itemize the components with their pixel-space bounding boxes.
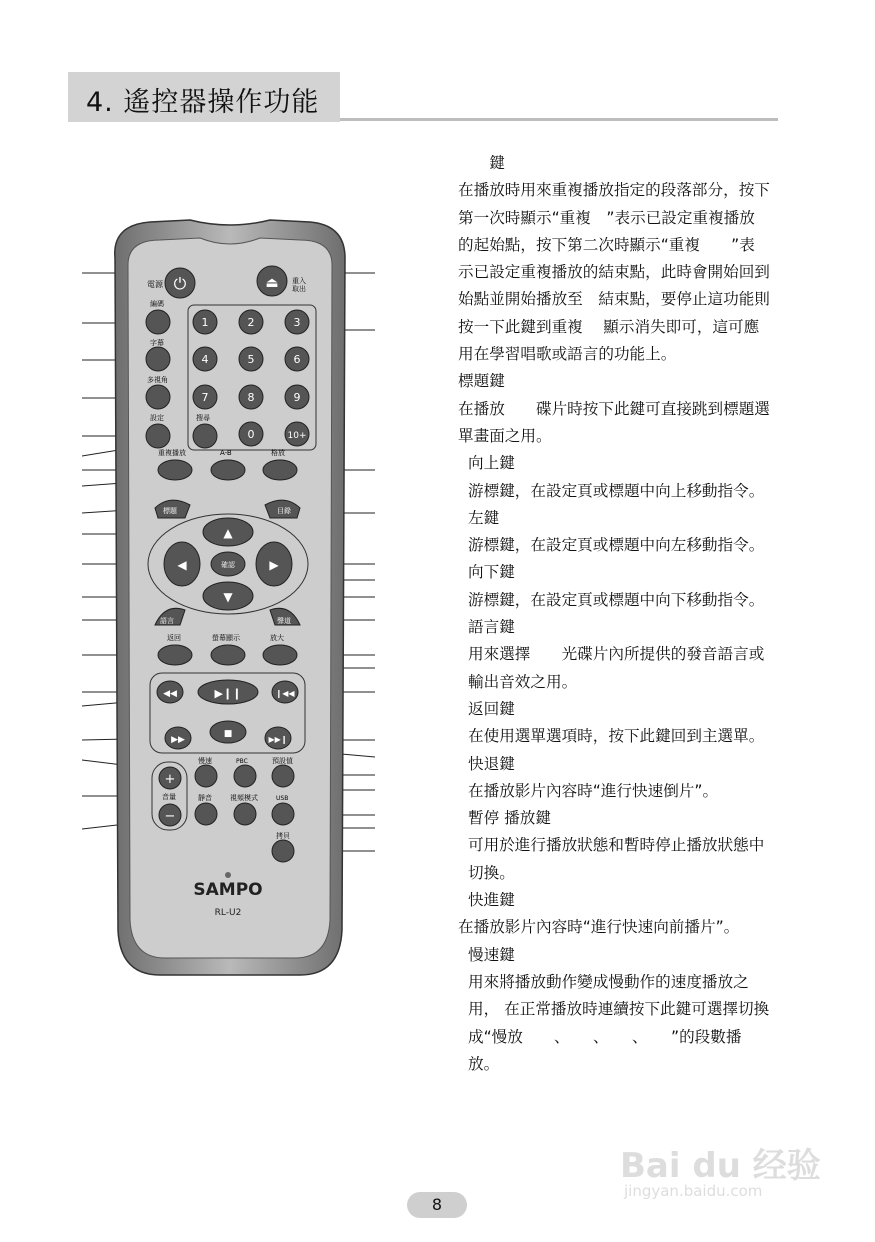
preset-label: 預設值 (272, 757, 293, 765)
osd-label: 螢幕顯示 (212, 634, 240, 642)
model-label: RL-U2 (214, 908, 242, 918)
num-8: 8 (247, 391, 255, 404)
text-line: 在播放 碟片時按下此鍵可直接跳到標題選 (458, 399, 770, 418)
return-label: 返回 (167, 634, 181, 642)
ab-label: A-B (220, 449, 232, 457)
zoom-button[interactable] (263, 645, 297, 665)
down-arrow-icon: ▼ (223, 590, 233, 604)
subtitle-label: 字幕 (150, 339, 164, 347)
minus-icon: − (164, 809, 176, 824)
audio-label: 聲道 (277, 617, 291, 625)
ir-indicator (225, 872, 231, 878)
program-label: 編碼 (150, 300, 164, 308)
search-label: 搜尋 (196, 414, 210, 422)
copy-label: 拷貝 (276, 832, 290, 840)
text-line: 用來選擇 光碟片內所提供的發音語言或 (468, 645, 765, 664)
baidu-watermark (620, 1130, 830, 1210)
up-arrow-icon: ▲ (223, 526, 233, 540)
eject-icon: ⏏ (265, 275, 279, 291)
subtitle-button[interactable] (146, 347, 170, 371)
text-line: 游標鍵，在設定頁或標題中向左移動指令。 (468, 536, 765, 555)
heading-line: 暫停 播放鍵 (468, 809, 551, 828)
text-line: 用， 在正常播放時連續按下此鍵可選擇切換 (468, 1000, 770, 1019)
angle-label: 多視角 (147, 376, 168, 384)
copy-button[interactable] (272, 840, 294, 862)
text-line: 用在學習唱歌或語言的功能上。 (458, 345, 677, 364)
usb-button[interactable] (272, 803, 294, 825)
text-line: 始點並開始播放至 結束點，要停止這功能則 (458, 290, 770, 309)
num-6: 6 (293, 353, 301, 366)
rewind-icon: ◀◀ (163, 689, 177, 699)
slow-label: 慢速 (198, 757, 212, 765)
num-7: 7 (201, 391, 209, 404)
video-mode-label: 視頻模式 (230, 794, 258, 802)
text-line: 輸出音效之用。 (468, 672, 578, 691)
num-1: 1 (201, 316, 209, 329)
slow-button[interactable] (195, 765, 217, 787)
right-arrow-icon: ▶ (269, 558, 279, 572)
title-label: 標題 (163, 507, 177, 515)
left-arrow-icon: ◀ (177, 558, 187, 572)
watermark-url: jingyan.baidu.com (624, 1182, 763, 1200)
language-label: 語言 (160, 617, 174, 625)
osd-button[interactable] (211, 645, 245, 665)
video-mode-button[interactable] (234, 803, 256, 825)
next-icon: ▶▶❙ (268, 735, 288, 744)
num-4: 4 (201, 353, 209, 366)
text-line: 按一下此鍵到重複 顯示消失即可，這可應 (458, 317, 760, 336)
page-number: 8 (407, 1192, 467, 1218)
text-line: 鍵 (458, 154, 505, 172)
num-0: 0 (247, 428, 255, 441)
angle-button[interactable] (146, 385, 170, 409)
text-line: 在播放影片內容時“進行快速向前播片”。 (458, 918, 740, 937)
heading-line: 左鍵 (468, 508, 500, 527)
text-line: 第一次時顯示“重複 ”表示已設定重複播放 (458, 208, 755, 227)
text-line: 示已設定重複播放的結束點，此時會開始回到 (458, 263, 770, 282)
menu-label: 目錄 (277, 507, 291, 515)
text-line: 在播放影片內容時“進行快速倒片”。 (468, 781, 719, 800)
heading-line: 標題鍵 (458, 372, 505, 391)
text-line: 游標鍵，在設定頁或標題中向上移動指令。 (468, 481, 765, 500)
svg-text:取出: 取出 (292, 285, 306, 293)
power-icon: ⏻ (173, 274, 187, 293)
prev-icon: ❙◀◀ (275, 689, 295, 698)
text-line: 在使用選單選項時，按下此鍵回到主選單。 (468, 727, 765, 746)
heading-line: 語言鍵 (468, 618, 515, 637)
repeat-label: 重複播放 (158, 449, 186, 457)
text-line: 切換。 (468, 863, 515, 882)
usb-label: USB (276, 795, 289, 802)
format-label: 格放 (271, 449, 285, 457)
preset-button[interactable] (272, 765, 294, 787)
enter-label: 確認 (221, 561, 235, 569)
pbc-button[interactable] (234, 765, 256, 787)
play-pause-icon: ▶❙❙ (214, 687, 242, 700)
text-line: 放。 (468, 1054, 500, 1073)
mute-button[interactable] (195, 803, 217, 825)
return-button[interactable] (158, 645, 192, 665)
text-line: 單畫面之用。 (458, 426, 552, 445)
num-5: 5 (247, 353, 255, 366)
text-line: 在播放時用來重複播放指定的段落部分，按下 (458, 181, 770, 200)
heading-line: 快退鍵 (468, 754, 515, 773)
repeat-button[interactable] (158, 460, 192, 480)
heading-line: 返回鍵 (468, 699, 515, 718)
eject-label: 重入 (292, 277, 306, 285)
stop-icon: ■ (223, 729, 233, 739)
watermark-brand: Bai du 经验 (620, 1146, 821, 1186)
program-button[interactable] (146, 310, 170, 334)
text-line: 成“慢放 、 、 、 ”的段數播 (468, 1027, 742, 1046)
format-button[interactable] (263, 460, 297, 480)
plus-icon: + (164, 772, 176, 787)
brand-logo: SAMPO (193, 880, 263, 900)
heading-line: 慢速鍵 (468, 945, 515, 964)
num-3: 3 (293, 316, 301, 329)
search-button[interactable] (193, 424, 217, 448)
instruction-text (458, 150, 838, 1078)
num-2: 2 (247, 316, 255, 329)
text-line: 用來將播放動作變成慢動作的速度播放之 (468, 972, 749, 991)
setup-button[interactable] (146, 424, 170, 448)
mute-label: 靜音 (198, 794, 212, 802)
volume-label: 音量 (162, 793, 176, 801)
zoom-label: 放大 (270, 634, 284, 642)
heading-line: 向下鍵 (468, 563, 515, 582)
fast-forward-icon: ▶▶ (171, 735, 185, 745)
text-line: 的起始點，按下第二次時顯示“重複 ”表 (458, 235, 755, 254)
num-10plus: 10+ (287, 431, 307, 441)
num-9: 9 (293, 391, 301, 404)
page-title: 4. 遙控器操作功能 (86, 87, 320, 118)
heading-line: 向上鍵 (468, 454, 515, 473)
heading-line: 快進鍵 (468, 891, 515, 910)
setup-label: 設定 (150, 414, 164, 422)
text-line: 游標鍵，在設定頁或標題中向下移動指令。 (468, 590, 765, 609)
ab-button[interactable] (211, 460, 245, 480)
text-line: 可用於進行播放狀態和暫時停止播放狀態中 (468, 836, 765, 855)
pbc-label: PBC (236, 758, 248, 765)
power-label: 電源 (147, 280, 163, 289)
